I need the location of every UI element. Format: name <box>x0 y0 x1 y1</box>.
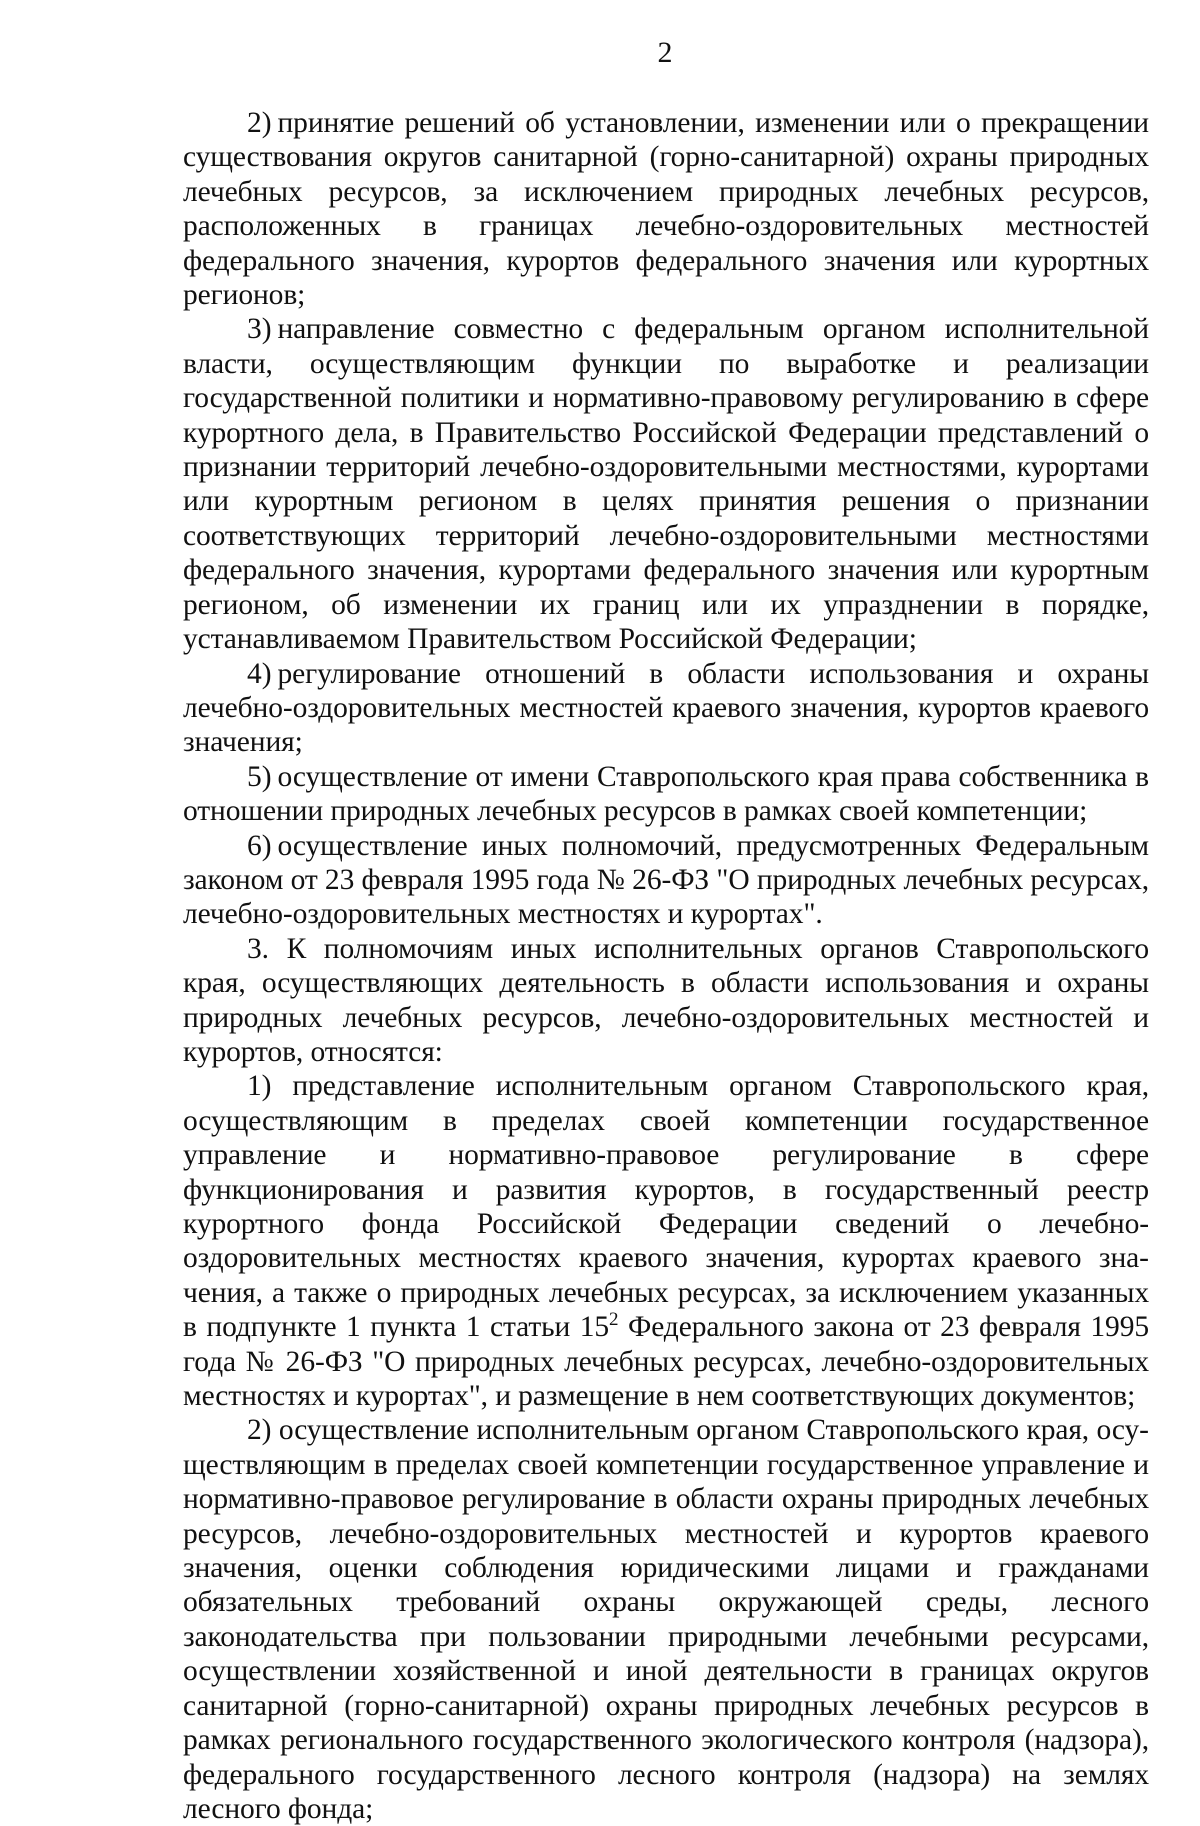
document-body <box>183 106 1149 1826</box>
paragraph-6-other-powers: 6) осуществление иных полномочий, предусмотренных Федеральным законом от 23 февраля 1995 года № 26-ФЗ "О природных лечебных ресурсах, лечебно-оздоровительных местностях и курортах". <box>183 829 1149 931</box>
paragraph-2-decisions: 2) принятие решений об установлении, изменении или о прекращении существования округов санитарной (горно-санитарной) охраны природных лечебных ресурсов, за исключением природных лечебных ресурсов, расположенных в границах лечебно-оздоровительных местностей федерального значения, курортов федерального значения или курортных регионов; <box>183 107 1149 312</box>
subparagraph-1-text: 1) представление исполнительным органом Ставропольского края, осуществляющим в пределах своей компетенции государственное управление и нормативно-правовое регулирование в сфере функционирования и развития курортов, в государственный реестр курортного фонда Российской Федерации сведений о лечебно-оздоровительных местностях краевого значения, курортах краевого значения, а также о природных лечебных ресурсах, за исключением указанных в подпункте 1 пункта 1 статьи 15 <box>183 1070 1149 1344</box>
article-superscript: 2 <box>609 1309 619 1331</box>
subparagraph-2-oversight: 2) осуществление исполнительным органом Ставропольского края, осуществляющим в пределах своей компетенции государственное управление и нормативно-правовое регулирование в области охраны природных лечебных ресурсов, лечебно-оздоровительных местностей и курортов краевого значения, оценки соблюдения юридическими лицами и гражданами обязательных требований охраны окружающей среды, лесного законодательства при пользовании природными лечебными ресурсами, осуществлении хозяйственной и иной деятельности в границах округов санитарной (горно-санитарной) охраны природных лечебных ресурсов в рамках регионального государственного экологического контроля (надзора), федерального государственного лесного контроля (надзора) на землях лесного фонда; <box>183 1414 1149 1825</box>
paragraph-5-ownership: 5) осуществление от имени Ставропольского края права собственника в отношении природных лечебных ресурсов в рамках своей компетенции; <box>183 760 1149 828</box>
section-3-intro: 3. К полномочиям иных исполнительных органов Ставропольского края, осуществляющих деятельность в области использования и охраны природных лечебных ресурсов, лечебно-оздоровительных местностей и курортов, относятся: <box>183 932 1149 1068</box>
page-number: 2 <box>657 36 673 69</box>
subparagraph-1-registry <box>183 1069 1149 1413</box>
paragraph-3-proposals: 3) направление совместно с федеральным органом исполнительной власти, осуществляющим функции по выработке и реализации государственной политики и нормативно-правовому регулированию в сфере курортного дела, в Правительство Российской Федерации представлений о признании территорий лечебно-оздоровительными местностями, курортами или курортным регионом в целях принятия решения о признании соответствующих территорий лечебно-оздоровительными местностями федерального значения, курортами федерального значения или курортным регионом, об изменении их границ или их упразднении в порядке, устанавливаемом Правительством Российской Федерации; <box>183 313 1149 656</box>
paragraph-4-regulation: 4) регулирование отношений в области использования и охраны лечебно-оздоровительных местностей краевого значения, курортов краевого значения; <box>183 657 1149 759</box>
subparagraph-1-tail: Федерального закона от 23 февраля 1995 года № 26-ФЗ "О природных лечебных ресурсах, лечебно-оздоровительных местностях и курортах", и размещение в нем соответствующих документов; <box>183 1311 1149 1413</box>
